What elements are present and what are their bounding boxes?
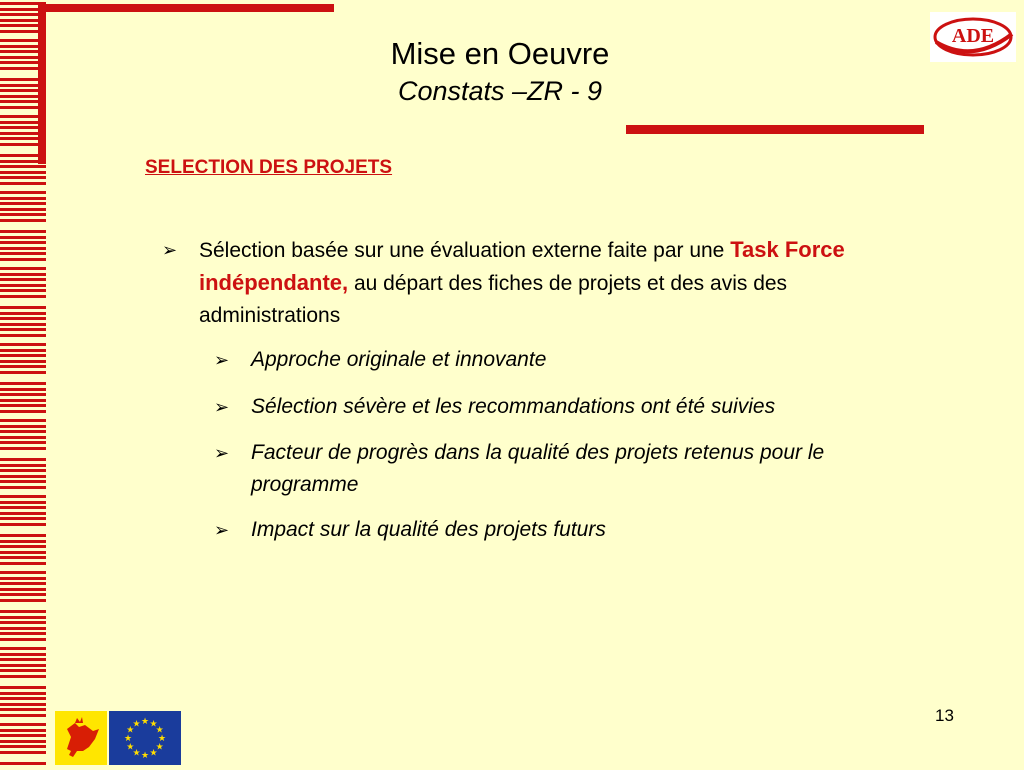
- slide-title-block: [300, 34, 700, 108]
- frame-right-bar: [626, 125, 924, 134]
- walloon-rooster-flag-icon: [55, 711, 107, 765]
- main-bullet-text: [199, 234, 922, 332]
- eu-star-icon: ★: [155, 724, 164, 735]
- eu-star-icon: ★: [132, 747, 141, 758]
- eu-star-icon: ★: [126, 741, 135, 752]
- bullet-arrow-icon: ➢: [214, 520, 230, 540]
- eu-star-icon: ★: [140, 716, 150, 726]
- slide-title: Mise en Oeuvre: [390, 36, 610, 71]
- sub-bullet-4: [214, 514, 934, 546]
- bullet-arrow-icon: ➢: [214, 350, 230, 370]
- bullet-arrow-icon: ➢: [214, 443, 230, 463]
- main-bullet-text-before: Sélection basée sur une évaluation externe faite par une: [199, 239, 731, 262]
- eu-flag-icon: [109, 711, 181, 765]
- frame-left-bar: [38, 4, 46, 164]
- sub-bullet-text: Impact sur la qualité des projets futurs: [251, 518, 606, 541]
- sub-bullet-2: [214, 391, 934, 423]
- ade-logo: [930, 12, 1016, 62]
- eu-star-icon: ★: [157, 733, 167, 743]
- frame-top-bar: [38, 4, 334, 12]
- sub-bullet-3: [214, 437, 934, 501]
- main-bullet: [162, 234, 922, 332]
- ade-logo-icon: [930, 12, 1016, 62]
- eu-star-icon: ★: [132, 718, 141, 729]
- sub-bullet-text: Sélection sévère et les recommandations ont été suivies: [251, 395, 776, 418]
- slide-subtitle: Constats –ZR - 9: [397, 76, 603, 106]
- eu-star-icon: ★: [140, 750, 150, 760]
- eu-star-icon: ★: [149, 747, 158, 758]
- page-number: 13: [935, 706, 954, 725]
- main-bullet-text-after: au départ des fiches de projets et des avis des administrations: [199, 272, 788, 327]
- sub-bullet-text: Approche originale et innovante: [251, 348, 547, 371]
- main-bullet-highlight: Task Force indépendante,: [199, 237, 845, 295]
- section-heading: SELECTION DES PROJETS: [145, 157, 393, 178]
- eu-star-icon: ★: [149, 718, 158, 729]
- bullet-arrow-icon: ➢: [214, 397, 230, 417]
- eu-star-icon: ★: [155, 741, 164, 752]
- sub-bullet-1: [214, 344, 934, 376]
- ade-logo-text: ADE: [951, 25, 995, 47]
- bullet-arrow-icon: ➢: [162, 240, 178, 260]
- eu-star-icon: ★: [126, 724, 135, 735]
- eu-star-icon: ★: [123, 733, 133, 743]
- sub-bullet-text: Facteur de progrès dans la qualité des projets retenus pour le programme: [251, 441, 825, 496]
